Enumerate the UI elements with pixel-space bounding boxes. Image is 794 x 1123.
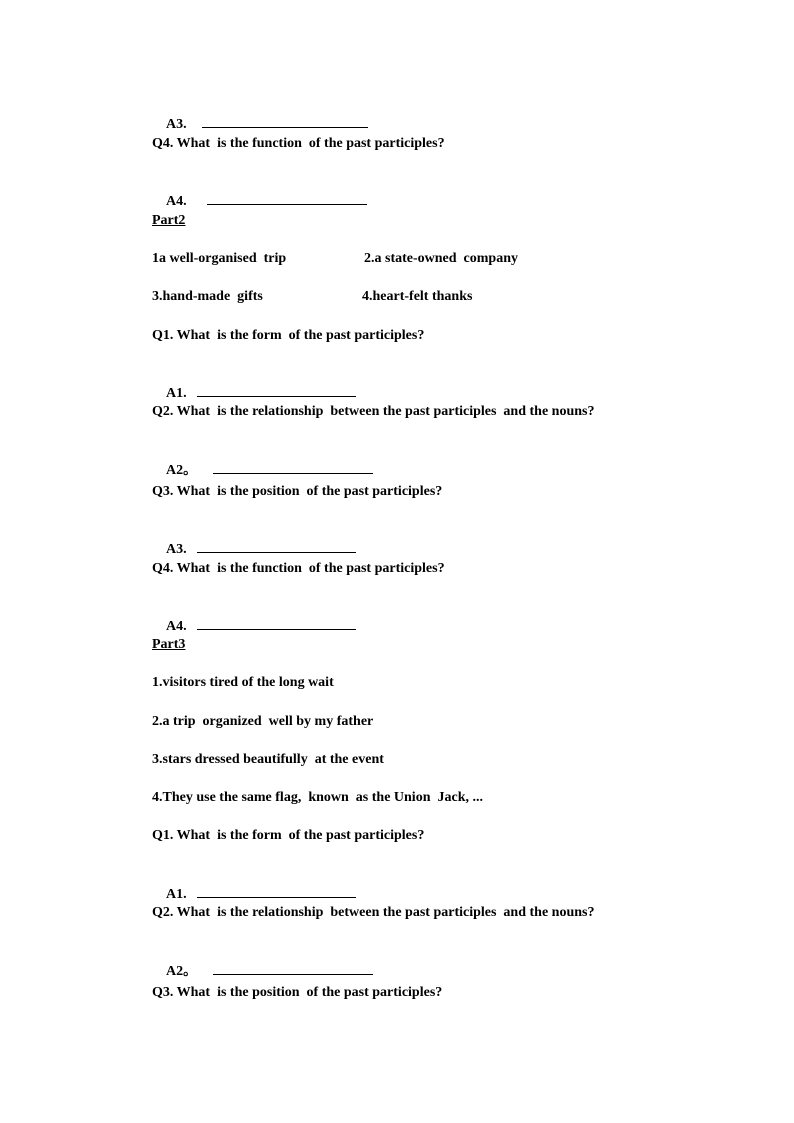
answer-blank[interactable] [213, 460, 373, 474]
answer-label: A3. [166, 117, 187, 132]
answer-label: A1. [166, 386, 187, 401]
answer-blank[interactable] [197, 539, 356, 553]
part3-example-3: 3.stars dressed beautifully at the event [152, 752, 384, 767]
answer-blank[interactable] [213, 961, 373, 975]
answer-blank[interactable] [197, 616, 356, 630]
part2-question-q1: Q1. What is the form of the past participles? [152, 328, 425, 343]
answer-label: A2。 [166, 463, 198, 478]
answer-label: A2。 [166, 964, 198, 979]
part2-question-q3: Q3. What is the position of the past participles? [152, 484, 443, 499]
answer-blank[interactable] [197, 383, 356, 397]
answer-label: A4. [166, 194, 187, 209]
part3-example-1: 1.visitors tired of the long wait [152, 675, 334, 690]
part2-example-2: 2.a state-owned company [364, 251, 518, 266]
part3-question-q1: Q1. What is the form of the past participles? [152, 828, 425, 843]
part2-question-q2: Q2. What is the relationship between the past participles and the nouns? [152, 404, 595, 419]
part3-example-2: 2.a trip organized well by my father [152, 714, 374, 729]
part3-heading: Part3 [152, 637, 186, 652]
part3-question-q3: Q3. What is the position of the past participles? [152, 985, 443, 1000]
question-q4: Q4. What is the function of the past participles? [152, 136, 445, 151]
answer-label: A4. [166, 619, 187, 634]
part2-question-q4: Q4. What is the function of the past participles? [152, 561, 445, 576]
part2-example-4: 4.heart-felt thanks [362, 289, 473, 304]
part2-example-1: 1a well-organised trip [152, 251, 287, 266]
part3-question-q2: Q2. What is the relationship between the past participles and the nouns? [152, 905, 595, 920]
answer-label: A3. [166, 542, 187, 557]
answer-blank[interactable] [202, 114, 368, 128]
answer-blank[interactable] [207, 191, 367, 205]
part2-heading: Part2 [152, 213, 186, 228]
part2-example-3: 3.hand-made gifts [152, 289, 263, 304]
answer-label: A1. [166, 887, 187, 902]
part3-example-4: 4.They use the same flag, known as the Union Jack, ... [152, 790, 483, 805]
answer-blank[interactable] [197, 884, 356, 898]
